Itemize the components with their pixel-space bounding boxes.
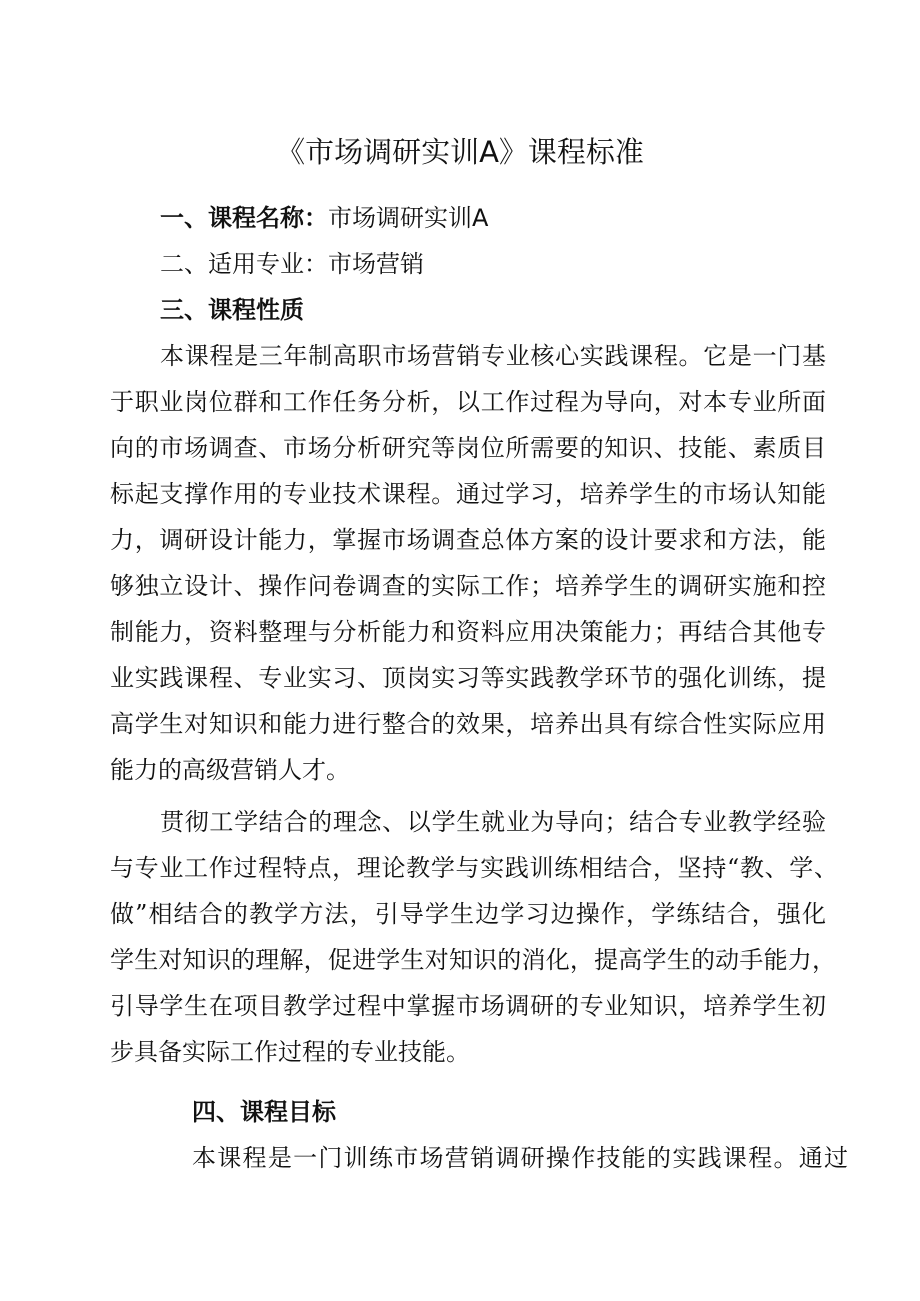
section-label: 一、课程名称： [160,203,328,232]
document-title: 《市场调研实训A》课程标准 [276,135,644,169]
paragraph-1-line: 于职业岗位群和工作任务分析，以工作过程为导向，对本专业所面 [110,388,826,416]
paragraph-2-line: 做”相结合的教学方法，引导学生边学习边操作，学练结合，强化 [110,900,826,928]
paragraph-1-line: 业实践课程、专业实习、顶岗实习等实践教学环节的强化训练，提 [110,664,826,692]
section-course-objectives [192,1096,336,1128]
section-label: 二、适用专业： [160,250,328,278]
paragraph-2-line: 步具备实际工作过程的专业技能。 [110,1038,470,1066]
paragraph-1-line: 够独立设计、操作问卷调查的实际工作；培养学生的调研实施和控 [110,572,826,600]
section-course-nature [160,294,304,326]
paragraph-1-line: 能力的高级营销人才。 [110,756,350,784]
paragraph-1-line: 力，调研设计能力，掌握市场调查总体方案的设计要求和方法，能 [110,526,826,554]
paragraph-1-line: 标起支撑作用的专业技术课程。通过学习，培养学生的市场认知能 [110,480,826,508]
paragraph-2-line: 引导学生在项目教学过程中掌握市场调研的专业知识，培养学生初 [110,992,826,1020]
section-course-name [160,202,488,234]
paragraph-1-line: 高学生对知识和能力进行整合的效果，培养出具有综合性实际应用 [110,710,826,738]
paragraph-2-line: 学生对知识的理解，促进学生对知识的消化，提高学生的动手能力， [110,946,836,974]
section-label: 四、课程目标 [192,1097,336,1126]
paragraph-2-line: 贯彻工学结合的理念、以学生就业为导向；结合专业教学经验 [160,808,826,836]
paragraph-3-line: 本课程是一门训练市场营销调研操作技能的实践课程。通过 [192,1144,848,1172]
section-label: 三、课程性质 [160,295,304,324]
paragraph-1-line: 本课程是三年制高职市场营销专业核心实践课程。它是一门基 [160,342,826,370]
section-value: 市场营销 [328,250,424,278]
section-value: 市场调研实训A [328,204,489,232]
paragraph-2-line: 与专业工作过程特点，理论教学与实践训练相结合，坚持“教、学、 [110,854,838,882]
paragraph-1-line: 制能力，资料整理与分析能力和资料应用决策能力；再结合其他专 [110,618,826,646]
paragraph-1-line: 向的市场调查、市场分析研究等岗位所需要的知识、技能、素质目 [110,434,826,462]
section-applicable-major [160,248,424,280]
